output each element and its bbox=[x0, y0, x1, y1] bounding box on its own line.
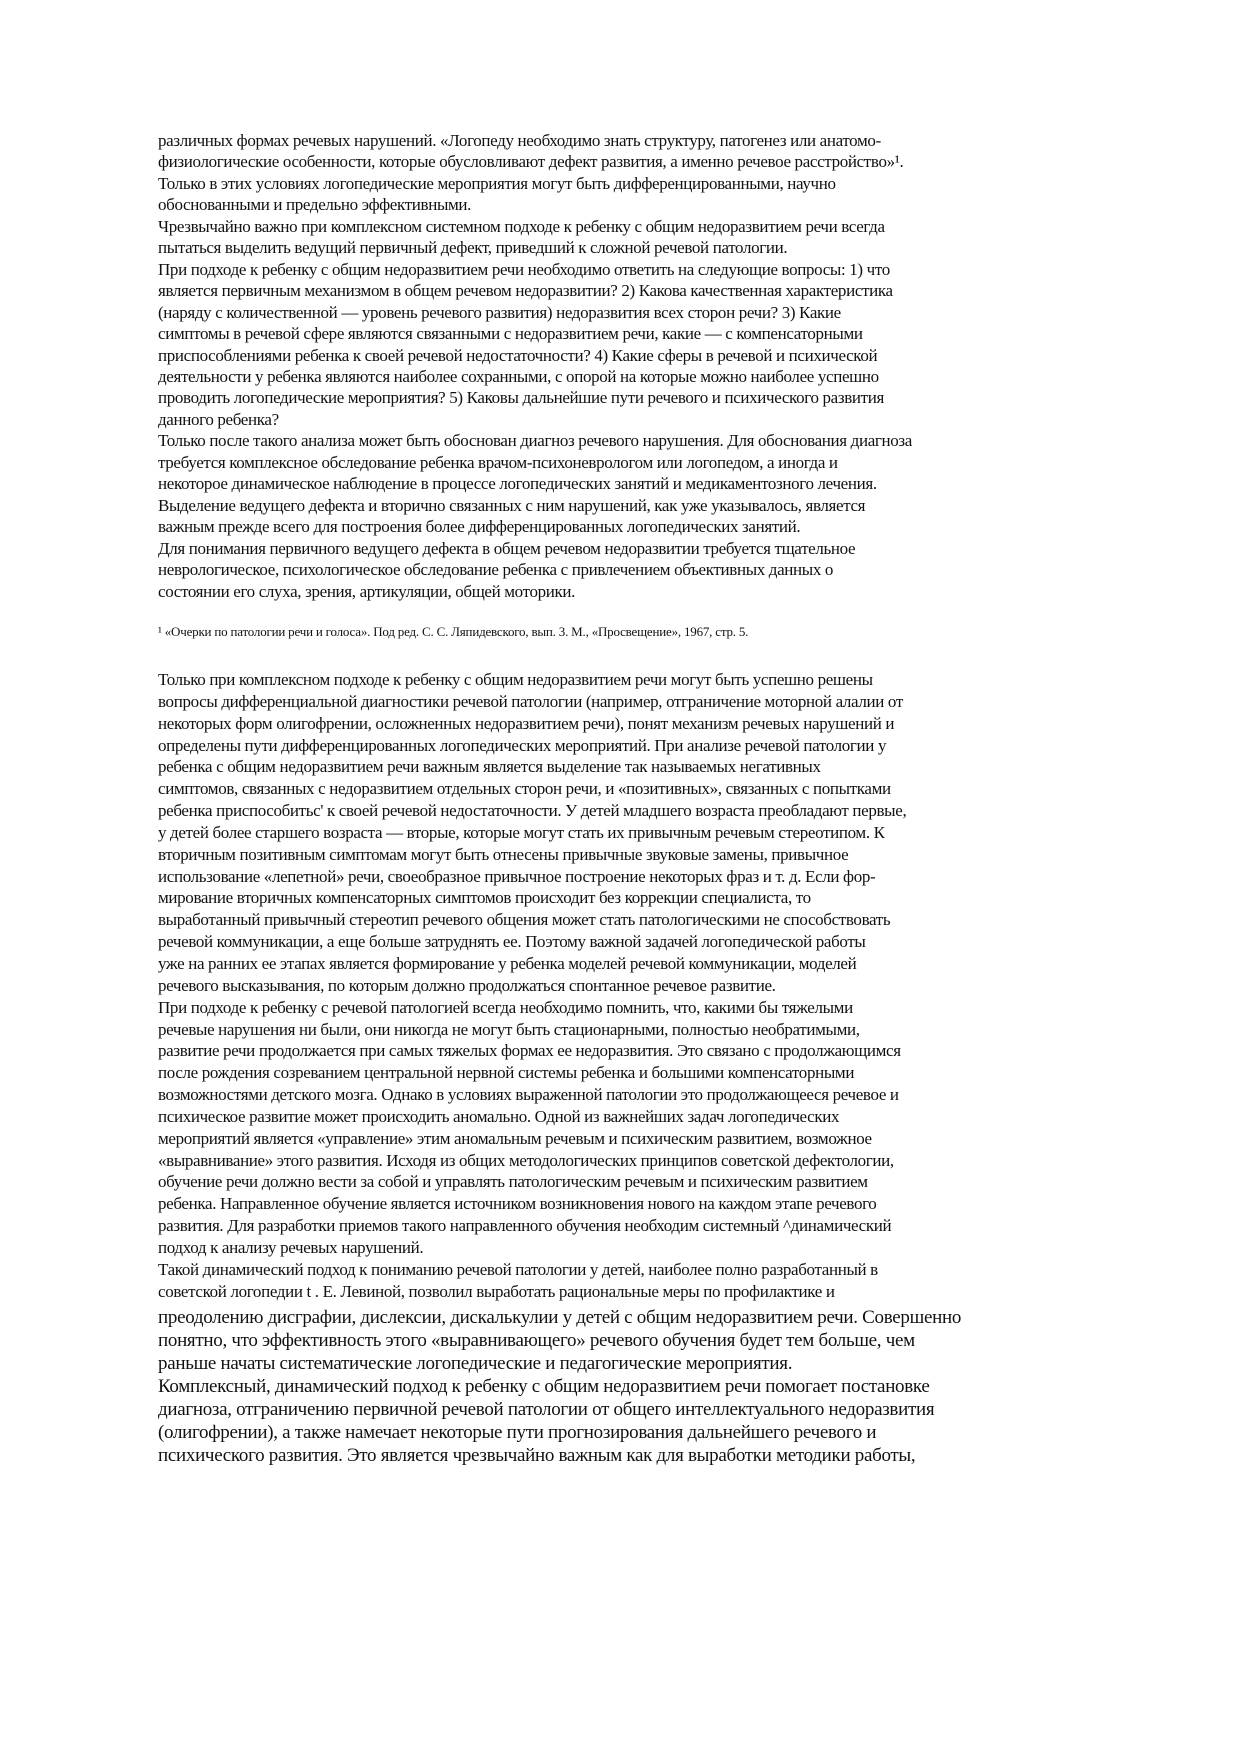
text-line: различных формах речевых нарушений. «Логопеду необходимо знать структуру, патогенез или анатомо- bbox=[158, 131, 881, 150]
text-line: (олигофрении), а также намечает некоторые пути прогнозирования дальнейшего речевого и bbox=[158, 1422, 877, 1443]
text-line: Только после такого анализа может быть обоснован диагноз речевого нарушения. Для обоснования диагноза bbox=[158, 431, 912, 451]
text-line: обучение речи должно вести за собой и управлять патологическим речевым и психическим развитием bbox=[158, 1172, 868, 1192]
text-line: данного ребенка? bbox=[158, 409, 279, 429]
text-line: психического развития. Это является чрезвычайно важным как для выработки методики работы, bbox=[158, 1445, 916, 1466]
text-line: вторичным позитивным симптомам могут быть отнесены привычные звуковые замены, привычное bbox=[158, 844, 849, 864]
text-line: Чрезвычайно важно при комплексном системном подходе к ребенку с общим недоразвитием речи всегда bbox=[158, 216, 885, 236]
text-line: Такой динамический подход к пониманию речевой патологии у детей, наиболее полно разработанный в bbox=[158, 1259, 878, 1279]
text-line: «выравнивание» этого развития. Исходя из общих методологических принципов советской дефектологии, bbox=[158, 1150, 894, 1170]
text-line: состоянии его слуха, зрения, артикуляции, общей моторики. bbox=[158, 581, 576, 601]
text-line: диагноза, отграничению первичной речевой патологии от общего интеллектуального недоразвития bbox=[158, 1399, 935, 1420]
text-line: является первичным механизмом в общем речевом недоразвитии? 2) Какова качественная характеристика bbox=[158, 281, 893, 301]
text-line: советской логопедии t . Е. Левиной, позволил выработать рациональные меры по профилактике и bbox=[158, 1281, 835, 1301]
text-line: Только при комплексном подходе к ребенку с общим недоразвитием речи могут быть успешно решены bbox=[158, 670, 873, 689]
text-line: некоторых форм олигофрении, осложненных недоразвитием речи), понят механизм речевых нарушений и bbox=[158, 713, 895, 733]
text-line: неврологическое, психологическое обследование ребенка с привлечением объективных данных о bbox=[158, 560, 834, 580]
text-line: Выделение ведущего дефекта и вторично связанных с ним нарушений, как уже указывалось, является bbox=[158, 495, 866, 515]
text-line: физиологические особенности, которые обусловливают дефект развития, а именно речевое расстройство»¹. bbox=[158, 152, 904, 172]
text-line: Только в этих условиях логопедические мероприятия могут быть дифференцированными, научно bbox=[158, 173, 836, 193]
text-line: Комплексный, динамический подход к ребенку с общим недоразвитием речи помогает постановке bbox=[158, 1376, 930, 1397]
text-line: развитие речи продолжается при самых тяжелых формах ее недоразвития. Это связано с продолжающимся bbox=[158, 1041, 901, 1061]
text-line: приспособлениями ребенка к своей речевой недостаточности? 4) Какие сферы в речевой и психической bbox=[158, 345, 878, 365]
text-line: симптомы в речевой сфере являются связанными с недоразвитием речи, какие — с компенсаторными bbox=[158, 324, 863, 344]
text-line: требуется комплексное обследование ребенка врачом-психоневрологом или логопедом, а иногда и bbox=[158, 452, 838, 472]
text-line: мероприятий является «управление» этим аномальным речевым и психическим развитием, возможное bbox=[158, 1128, 872, 1148]
text-line: после рождения созреванием центральной нервной системы ребенка и большими компенсаторными bbox=[158, 1063, 855, 1083]
text-line: речевой коммуникации, а еще больше затруднять ее. Поэтому важной задачей логопедической работы bbox=[158, 932, 866, 952]
text-line: ребенка приспособитьс' к своей речевой недостаточности. У детей младшего возраста преобладают первые, bbox=[158, 801, 907, 821]
text-line: уже на ранних ее этапах является формирование у ребенка моделей речевой коммуникации, моделей bbox=[158, 953, 857, 973]
text-line: подход к анализу речевых нарушений. bbox=[158, 1237, 424, 1257]
text-line: использование «лепетной» речи, своеобразное привычное построение некоторых фраз и т. д. Если фор- bbox=[158, 866, 876, 886]
text-line: мирование вторичных компенсаторных симптомов происходит без коррекции специалиста, то bbox=[158, 888, 811, 908]
text-line: выработанный привычный стереотип речевого общения может стать патологическими не способствовать bbox=[158, 910, 891, 930]
text-line: ребенка с общим недоразвитием речи важным является выделение так называемых негативных bbox=[158, 757, 821, 777]
text-line: преодолению дисграфии, дислексии, дискалькулии у детей с общим недоразвитием речи. Совершенно bbox=[158, 1307, 962, 1328]
text-line: проводить логопедические мероприятия? 5) Каковы дальнейшие пути речевого и психического развития bbox=[158, 388, 884, 408]
text-line: При подходе к ребенку с общим недоразвитием речи необходимо ответить на следующие вопросы: 1) что bbox=[158, 259, 890, 279]
text-line: симптомов, связанных с недоразвитием отдельных сторон речи, и «позитивных», связанных с попытками bbox=[158, 779, 891, 799]
text-block-bottom bbox=[158, 1306, 961, 1467]
text-line: пытаться выделить ведущий первичный дефект, приведший к сложной речевой патологии. bbox=[158, 238, 788, 258]
text-block-top bbox=[158, 130, 912, 602]
text-line: обоснованными и предельно эффективными. bbox=[158, 195, 472, 215]
text-line: Для понимания первичного ведущего дефекта в общем речевом недоразвитии требуется тщательное bbox=[158, 538, 856, 558]
text-line: речевого высказывания, по которым должно продолжаться спонтанное речевое развитие. bbox=[158, 975, 776, 995]
text-line: определены пути дифференцированных логопедических мероприятий. При анализе речевой патологии у bbox=[158, 735, 887, 755]
footnote-text: ¹ «Очерки по патологии речи и голоса». Под ред. С. С. Ляпидевского, вып. 3. М., «Просвещение», 1967, стр. 5. bbox=[158, 624, 749, 639]
text-line: ребенка. Направленное обучение является источником возникновения нового на каждом этапе речевого bbox=[158, 1194, 877, 1214]
text-line: понятно, что эффективность этого «выравнивающего» речевого обучения будет тем больше, чем bbox=[158, 1330, 915, 1351]
text-block-middle bbox=[158, 669, 906, 1302]
text-line: психическое развитие может происходить аномально. Одной из важнейших задач логопедических bbox=[158, 1106, 840, 1126]
footnote bbox=[158, 624, 748, 640]
text-line: раньше начаты систематические логопедические и педагогические мероприятия. bbox=[158, 1353, 793, 1374]
text-line: у детей более старшего возраста — вторые, которые могут стать их привычным речевым стереотипом. К bbox=[158, 822, 885, 842]
text-line: возможностями детского мозга. Однако в условиях выраженной патологии это продолжающееся речевое и bbox=[158, 1085, 899, 1105]
text-line: важным прежде всего для построения более дифференцированных логопедических занятий. bbox=[158, 517, 801, 537]
text-line: При подходе к ребенку с речевой патологией всегда необходимо помнить, что, какими бы тяжелыми bbox=[158, 997, 853, 1017]
text-line: развития. Для разработки приемов такого направленного обучения необходим системный ^динамический bbox=[158, 1216, 892, 1236]
text-line: (наряду с количественной — уровень речевого развития) недоразвития всех сторон речи? 3) Какие bbox=[158, 302, 841, 322]
text-line: некоторое динамическое наблюдение в процессе логопедических занятий и медикаментозного лечения. bbox=[158, 474, 877, 494]
text-line: деятельности у ребенка являются наиболее сохранными, с опорой на которые можно наиболее успешно bbox=[158, 366, 879, 386]
text-line: речевые нарушения ни были, они никогда не могут быть стационарными, полностью необратимыми, bbox=[158, 1019, 860, 1039]
text-line: вопросы дифференциальной диагностики речевой патологии (например, отграничение моторной алалии от bbox=[158, 691, 903, 711]
